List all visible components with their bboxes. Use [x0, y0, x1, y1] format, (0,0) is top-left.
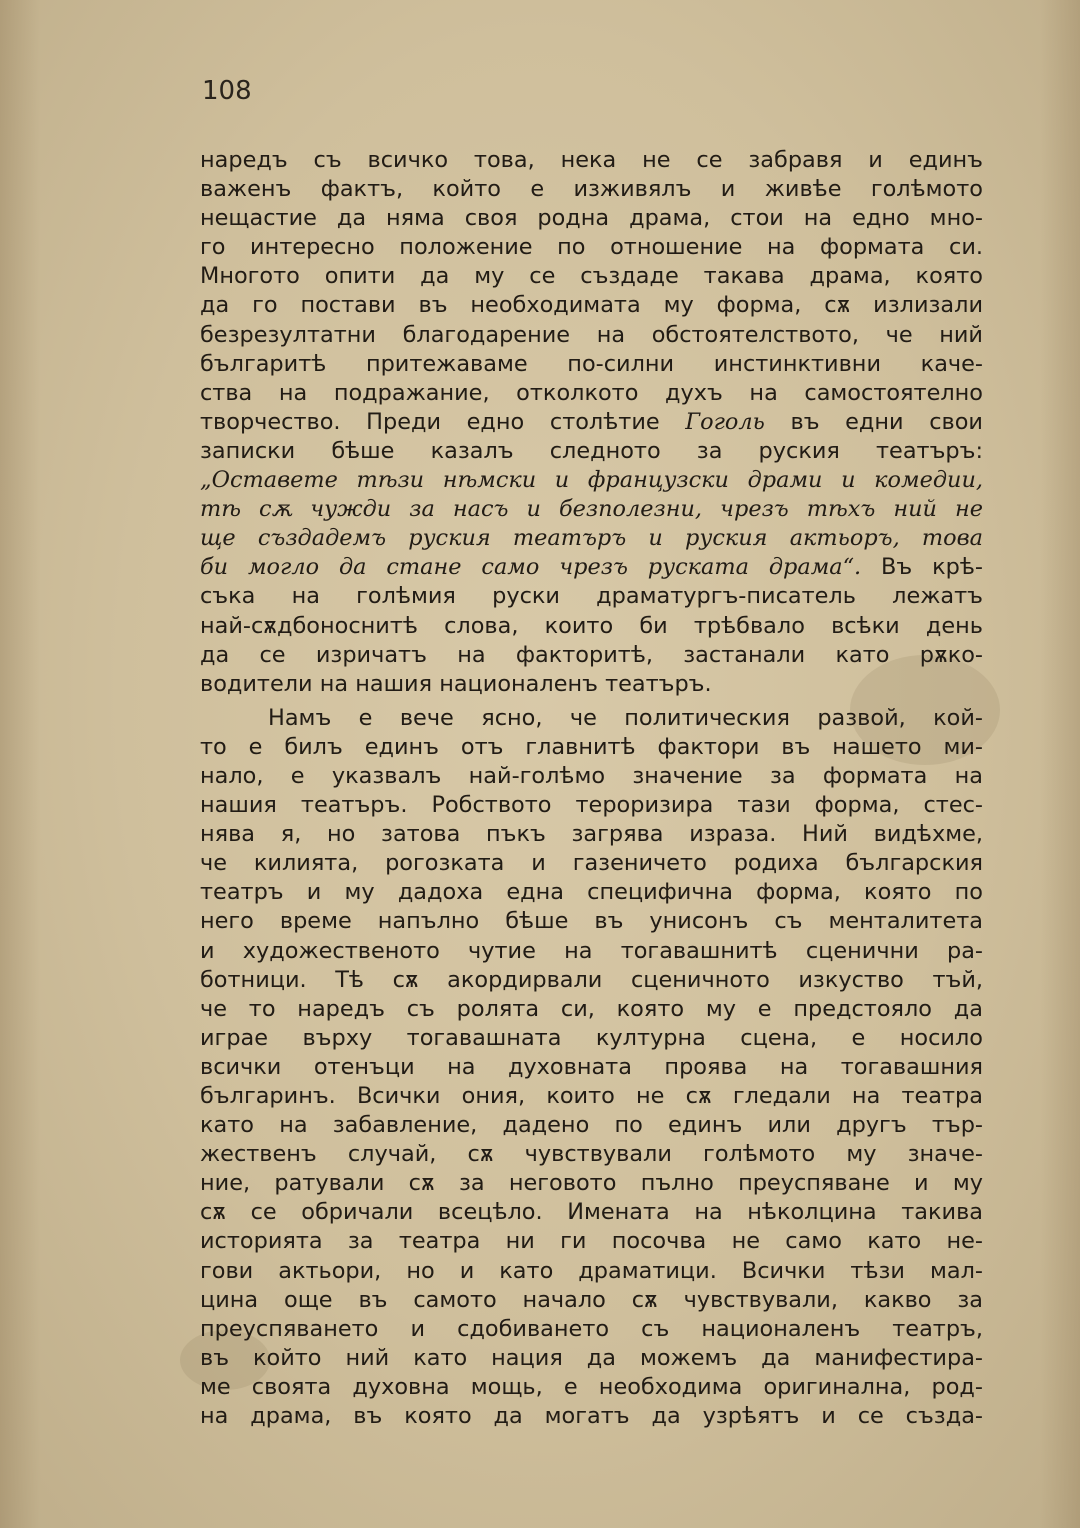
- text-line: важенъ фактъ, който е изживялъ и живѣе голѣмото: [200, 176, 983, 203]
- italic-author-name: Гоголь: [685, 408, 765, 435]
- text-line: цина още въ самото начало сѫ чувствували, какво за: [200, 1286, 983, 1313]
- text-line: гови актьори, но и като драматици. Всички тѣзи мал-: [200, 1257, 983, 1284]
- quote-line: ще създадемъ руския театъръ и руския актьоръ, това: [200, 525, 983, 552]
- text-line: безрезултатни благодарение на обстоятелството, че ний: [200, 321, 983, 348]
- text-line: играе върху тогавашната културна сцена, е носило: [200, 1024, 983, 1051]
- text-line: го интересно положение по отношение на формата си.: [200, 234, 983, 261]
- text-line: сѫ се обричали всецѣло. Имената на нѣколцина такива: [200, 1199, 983, 1226]
- text-line: театръ и му дадоха една специфична форма, която по: [200, 879, 983, 906]
- text-line: да го постави въ необходимата му форма, сѫ излизали: [200, 292, 983, 319]
- quote-end-line: [200, 553, 983, 582]
- text-line: съка на голѣмия руски драматургъ-писатель лежатъ: [200, 583, 983, 610]
- text-line: преуспяването и сдобиването съ националенъ театръ,: [200, 1315, 983, 1342]
- text-line: всички отенъци на духовната проява на тогавашния: [200, 1053, 983, 1080]
- text-line: нашия театъръ. Робството тероризира тази форма, стес-: [200, 792, 983, 819]
- text-line: че то наредъ съ ролята си, която му е предстояло да: [200, 995, 983, 1022]
- quote-segment: би могло да стане само чрезъ руската драма“.: [200, 554, 862, 581]
- text-line: ние, ратували сѫ за неговото пълно преуспяване и му: [200, 1170, 983, 1197]
- text-line: нещастие да няма своя родна драма, стои на едно мно-: [200, 205, 983, 232]
- text-line: като на забавление, дадено по единъ или другъ тър-: [200, 1112, 983, 1139]
- text-line: то е билъ единъ отъ главнитѣ фактори въ нашето ми-: [200, 733, 983, 760]
- text-line: жественъ случай, сѫ чувствували голѣмото му значе-: [200, 1141, 983, 1168]
- text-line: ботници. Тѣ сѫ акордирвали сценичното изкуство тъй,: [200, 966, 983, 993]
- text-line: нало, е указвалъ най-голѣмо значение за формата на: [200, 762, 983, 789]
- text-line: и художественото чутие на тогавашнитѣ сценични ра-: [200, 937, 983, 964]
- text-line: въ който ний като нация да можемъ да манифестира-: [200, 1344, 983, 1371]
- text-line: наредъ съ всичко това, нека не се забравя и единъ: [200, 147, 983, 173]
- text-line: на драма, въ която да могатъ да узрѣятъ и се създа-: [200, 1403, 983, 1430]
- text-segment: творчество. Преди едно столѣтие: [200, 408, 686, 435]
- quote-line: тѣ сѫ чужди за насъ и безполезни, чрезъ тѣхъ ний не: [200, 496, 983, 523]
- quote-line: „Оставете тѣзи нѣмски и французски драми и комедии,: [200, 467, 983, 494]
- text-line: Намъ е вече ясно, че политическия развой, кой-: [268, 704, 983, 731]
- text-line: него време напълно бѣше въ унисонъ съ менталитета: [200, 908, 983, 935]
- text-line: че килията, рогозката и газеничето родиха българския: [200, 850, 983, 877]
- text-segment: въ едни свои: [764, 408, 983, 435]
- right-page-edge-shadow: [1040, 0, 1080, 1528]
- text-line: нява я, но затова пъкъ загрява израза. Ний видѣхме,: [200, 821, 983, 848]
- text-line: ме своята духовна мощь, е необходима оригинална, род-: [200, 1373, 983, 1400]
- body-text: [200, 146, 983, 1431]
- text-line: Многото опити да му се създаде такава драма, която: [200, 263, 983, 290]
- text-line: българинъ. Всички ония, които не сѫ гледали на театра: [200, 1083, 983, 1109]
- page-number: 108: [202, 76, 252, 106]
- text-line: ства на подражание, отколкото духъ на самостоятелно: [200, 379, 983, 406]
- text-line: водители на нашия националенъ театъръ.: [200, 670, 712, 697]
- text-line: историята за театра ни ги посочва не само като не-: [200, 1228, 983, 1255]
- text-line: българитѣ притежаваме по-силни инстинктивни каче-: [200, 350, 983, 377]
- text-segment: Въ крѣ-: [861, 554, 983, 581]
- text-line: да се изричатъ на факторитѣ, застанали като рѫко-: [200, 641, 983, 668]
- text-line-with-italic-name: [200, 408, 983, 437]
- left-page-edge-shadow: [0, 0, 40, 1528]
- text-line: записки бѣше казалъ следното за руския театъръ:: [200, 437, 983, 464]
- text-line: най-сѫдбоноснитѣ слова, които би трѣбвало всѣки день: [200, 612, 983, 639]
